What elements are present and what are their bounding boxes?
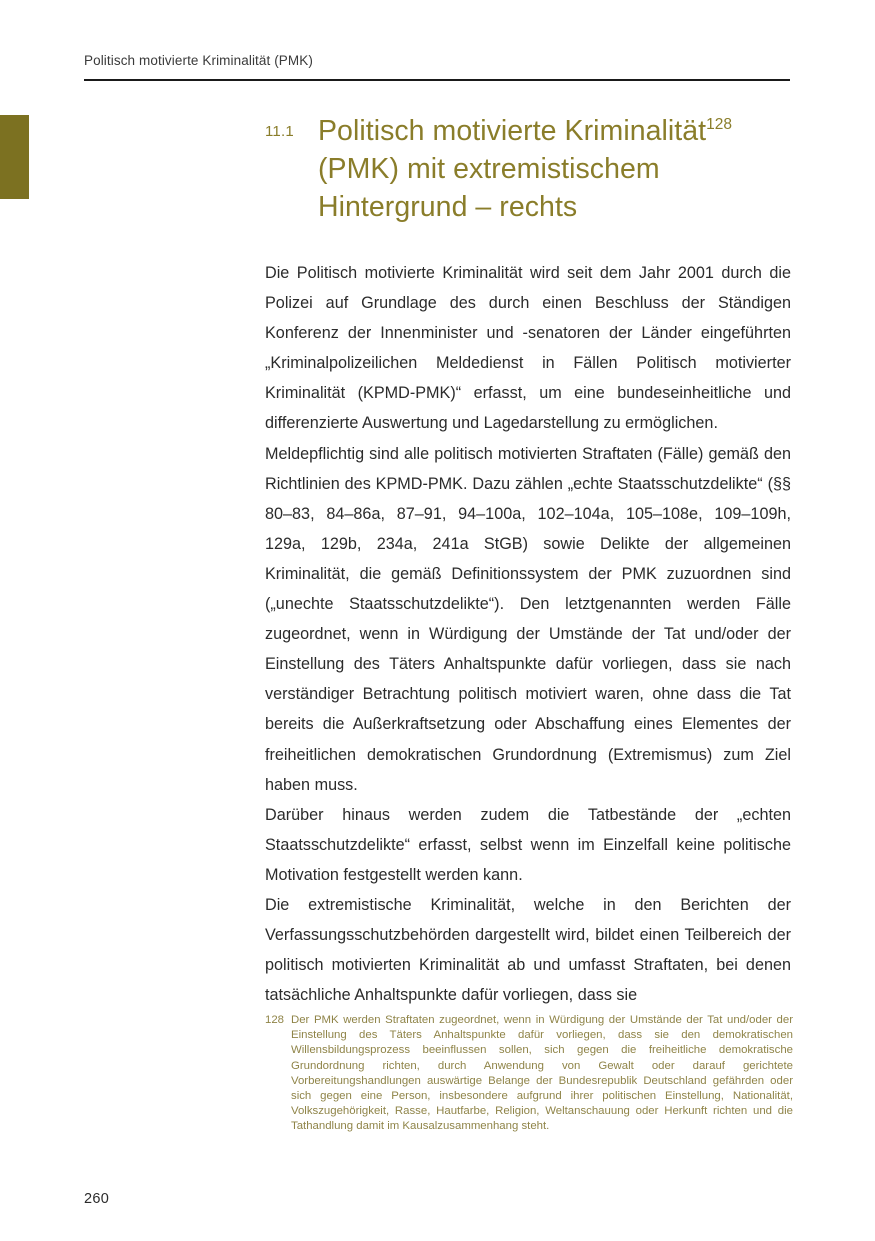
page-title-rest: (PMK) mit extremistischem Hintergrund – rechts — [318, 153, 660, 223]
section-number: 11.1 — [265, 123, 294, 140]
page-number: 260 — [84, 1191, 110, 1207]
page-title-main: Politisch motivierte Kriminalität — [318, 115, 707, 147]
footnote-number: 128 — [265, 1014, 285, 1026]
body-text — [265, 258, 791, 1010]
running-head: Politisch motivierte Kriminalität (PMK) — [84, 53, 313, 68]
section-heading — [265, 112, 795, 226]
chapter-thumb-tab — [0, 115, 29, 199]
page-title — [318, 112, 795, 226]
body-paragraph: Meldepflichtig sind alle politisch motivierten Straftaten (Fälle) gemäß den Richtlinien des KPMD-PMK. Dazu zählen „echte Staatsschutzdelikte“ (§§ 80–83, 84–86a, 87–91, 94–100a, 102–104a, 105–108e, 109–109h, 129a, 129b, 234a, 241a StGB) sowie Delikte der allgemeinen Kriminalität, die gemäß Definitionssystem der PMK zuzuordnen sind („unechte Staatsschutzdelikte“). Den letztgenannten werden Fälle zugeordnet, wenn in Würdigung der Umstände der Tat und/oder der Einstellung des Täters Anhaltspunkte dafür vorliegen, dass sie nach verständiger Betrachtung politisch motiviert waren, ohne dass die Tat bereits die Außerkraftsetzung oder Abschaffung eines Elementes der freiheitlichen demokratischen Grundordnung (Extremismus) zum Ziel haben muss. — [265, 444, 791, 794]
body-paragraph: Die extremistische Kriminalität, welche in den Berichten der Verfassungsschutzbehörden dargestellt wird, bildet einen Teilbereich der politisch motivierten Kriminalität ab und umfasst Straftaten, bei denen tatsächliche Anhaltspunkte dafür vorliegen, dass sie — [265, 895, 791, 1005]
title-footnote-marker: 128 — [706, 116, 732, 133]
footnote — [265, 1013, 793, 1135]
body-paragraph: Darüber hinaus werden zudem die Tatbestände der „echten Staatsschutzdelikte“ erfasst, selbst wenn im Einzelfall keine politische Motivation festgestellt werden kann. — [265, 805, 791, 884]
header-rule — [84, 79, 790, 81]
body-paragraph: Die Politisch motivierte Kriminalität wird seit dem Jahr 2001 durch die Polizei auf Grundlage des durch einen Beschluss der Ständigen Konferenz der Innenminister und -senatoren der Länder eingeführten „Kriminalpolizeilichen Meldedienst in Fällen Politisch motivierter Kriminalität (KPMD-PMK)“ erfasst, um eine bundeseinheitliche und differenzierte Auswertung und Lagedarstellung zu ermöglichen. — [265, 264, 791, 433]
footnote-text: Der PMK werden Straftaten zugeordnet, wenn in Würdigung der Umstände der Tat und/oder der Einstellung des Täters Anhaltspunkte dafür vorliegen, dass sie den demokratischen Willensbildungsprozess beeinflussen sollen, sich gegen die freiheitliche demokratische Grundordnung richten, durch Anwendung von Gewalt oder darauf gerichtete Vorbereitungshandlungen auswärtige Belange der Bundesrepublik Deutschland gefährden oder sich gegen eine Person, insbesondere aufgrund ihrer politischen Einstellung, Nationalität, Volkszugehörigkeit, Rasse, Hautfarbe, Religion, Weltanschauung oder Herkunft richten und die Tathandlung damit im Kausalzusammenhang steht. — [291, 1014, 793, 1133]
